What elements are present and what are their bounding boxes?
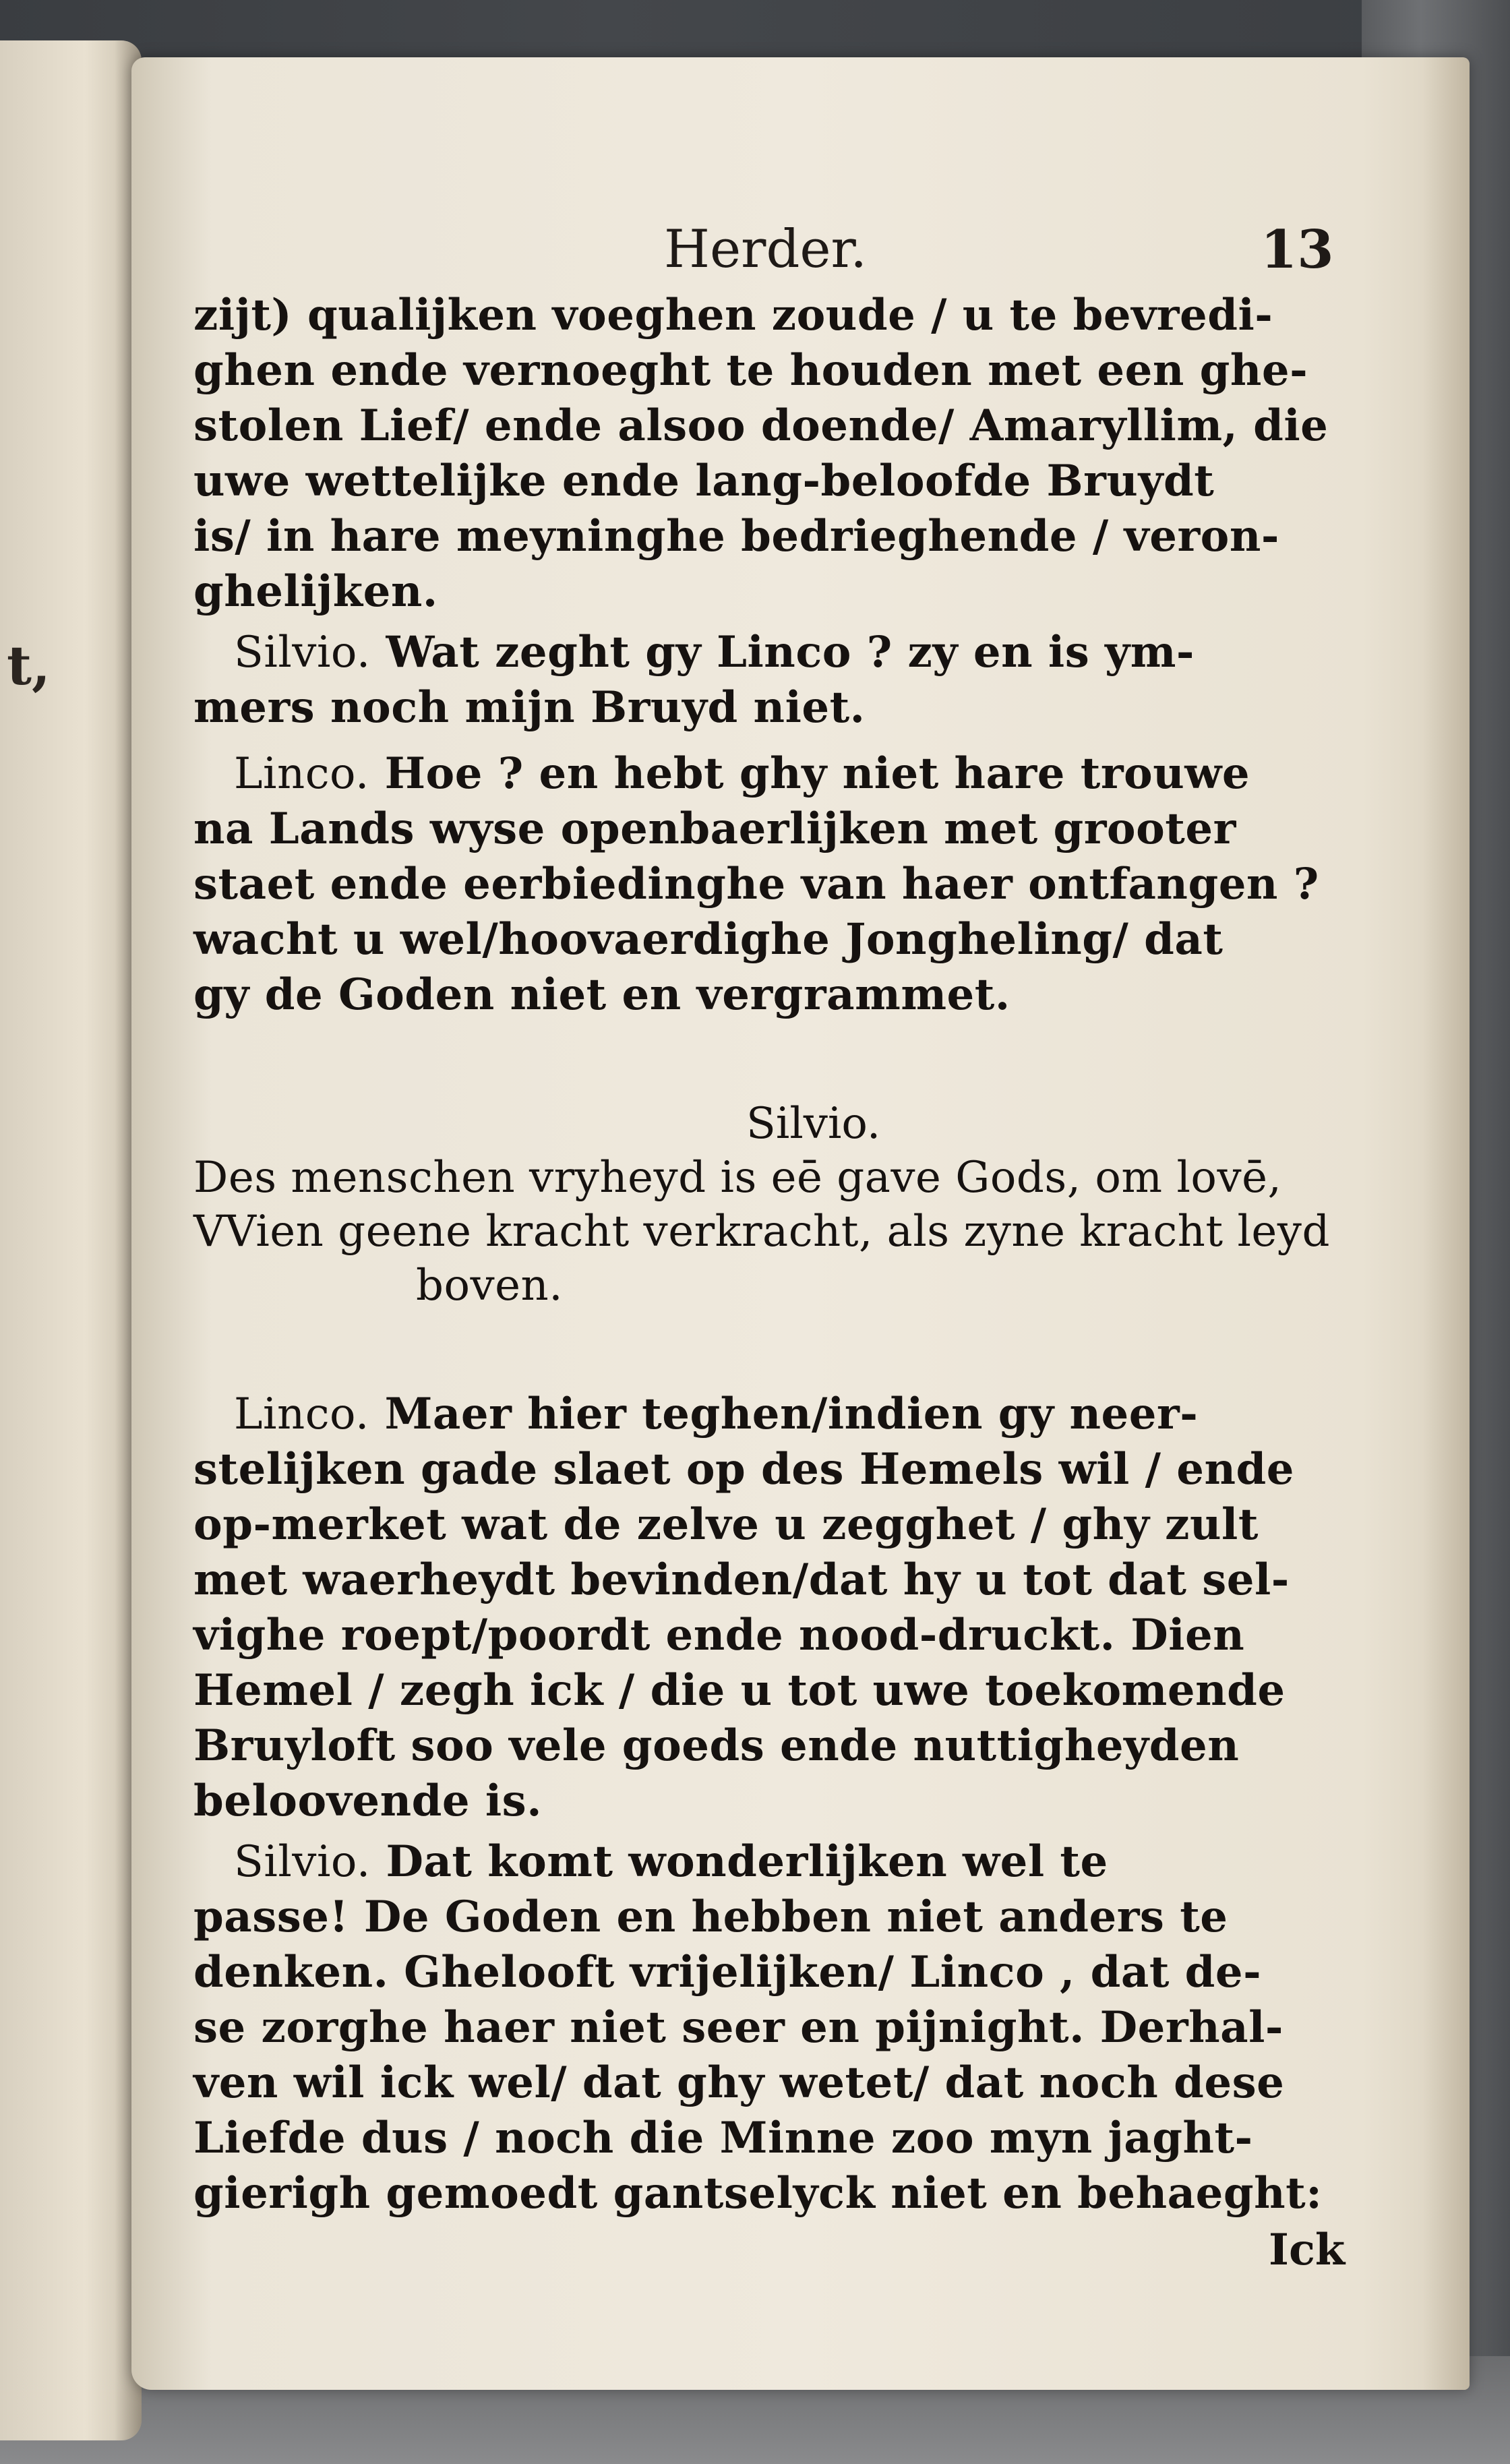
text-line: Liefde dus / noch die Minne zoo myn jaght-	[193, 2113, 1253, 2163]
text-line: se zorghe haer niet seer en pijnight. Derhal-	[193, 2002, 1284, 2053]
text-line: mers noch mijn Bruyd niet.	[193, 682, 866, 733]
text-line: gierigh gemoedt gantselyck niet en behaeght:	[193, 2168, 1323, 2219]
text-line: staet ende eerbiedinghe van haer ontfangen ?	[193, 859, 1319, 909]
page-edge-shadow	[1422, 57, 1470, 2390]
text-line: beloovende is.	[193, 1776, 542, 1826]
text-line: Bruyloft soo vele goeds ende nuttigheyden	[193, 1720, 1240, 1771]
dialogue-line	[234, 1836, 1108, 1887]
text-line: stolen Lief/ ende alsoo doende/ Amaryllim, die	[193, 400, 1329, 451]
speech-text: Wat zeght gy Linco ? zy en is ym-	[386, 627, 1195, 678]
text-line: op-merket wat de zelve u zegghet / ghy zult	[193, 1499, 1259, 1550]
speaker-name: Silvio.	[234, 1837, 371, 1887]
verse-line: boven.	[416, 1261, 564, 1311]
speech-text: Dat komt wonderlijken wel te	[386, 1836, 1108, 1887]
text-line: na Lands wyse openbaerlijken met grooter	[193, 804, 1236, 854]
speech-text: Maer hier teghen/indien gy neer-	[384, 1389, 1199, 1439]
book-page	[131, 57, 1470, 2390]
catchword: Ick	[1269, 2225, 1346, 2275]
text-line: met waerheydt bevinden/dat hy u tot dat sel-	[193, 1555, 1290, 1605]
text-line: zijt) qualijken voeghen zoude / u te bevredi-	[193, 290, 1273, 340]
text-line: uwe wettelijke ende lang-beloofde Bruydt	[193, 456, 1215, 506]
speaker-name: Silvio.	[234, 628, 371, 678]
facing-page-left	[0, 40, 142, 2440]
text-line: vighe roept/poordt ende nood-druckt. Dien	[193, 1610, 1245, 1660]
dialogue-line	[234, 627, 1195, 678]
dialogue-line	[234, 748, 1250, 799]
page-number: 13	[1261, 219, 1334, 280]
speaker-name: Linco.	[234, 1389, 369, 1439]
text-line: is/ in hare meyninghe bedrieghende / veron-	[193, 511, 1279, 562]
verse-line: Des menschen vryheyd is eē gave Gods, om lovē,	[193, 1153, 1282, 1203]
text-line: ghelijken.	[193, 566, 438, 617]
text-line: stelijken gade slaet op des Hemels wil / ende	[193, 1444, 1294, 1495]
text-line: Hemel / zegh ick / die u tot uwe toekomende	[193, 1665, 1286, 1716]
running-head: Herder.	[664, 219, 868, 280]
text-line: gy de Goden niet en vergrammet.	[193, 969, 1010, 1020]
speech-text: Hoe ? en hebt ghy niet hare trouwe	[384, 748, 1250, 799]
verse-line: VVien geene kracht verkracht, als zyne kracht leyd	[193, 1207, 1330, 1257]
text-line: denken. Ghelooft vrijelijken/ Linco , dat de-	[193, 1947, 1262, 1997]
speaker-name: Linco.	[234, 749, 369, 799]
facing-page-text-fragment: t,	[7, 634, 51, 697]
dialogue-line	[234, 1389, 1198, 1439]
text-line: ghen ende vernoeght te houden met een ghe-	[193, 345, 1308, 396]
text-line: passe! De Goden en hebben niet anders te	[193, 1892, 1228, 1942]
text-line: ven wil ick wel/ dat ghy wetet/ dat noch dese	[193, 2057, 1285, 2108]
verse-heading: Silvio.	[746, 1099, 881, 1149]
text-line: wacht u wel/hoovaerdighe Jongheling/ dat	[193, 914, 1224, 965]
